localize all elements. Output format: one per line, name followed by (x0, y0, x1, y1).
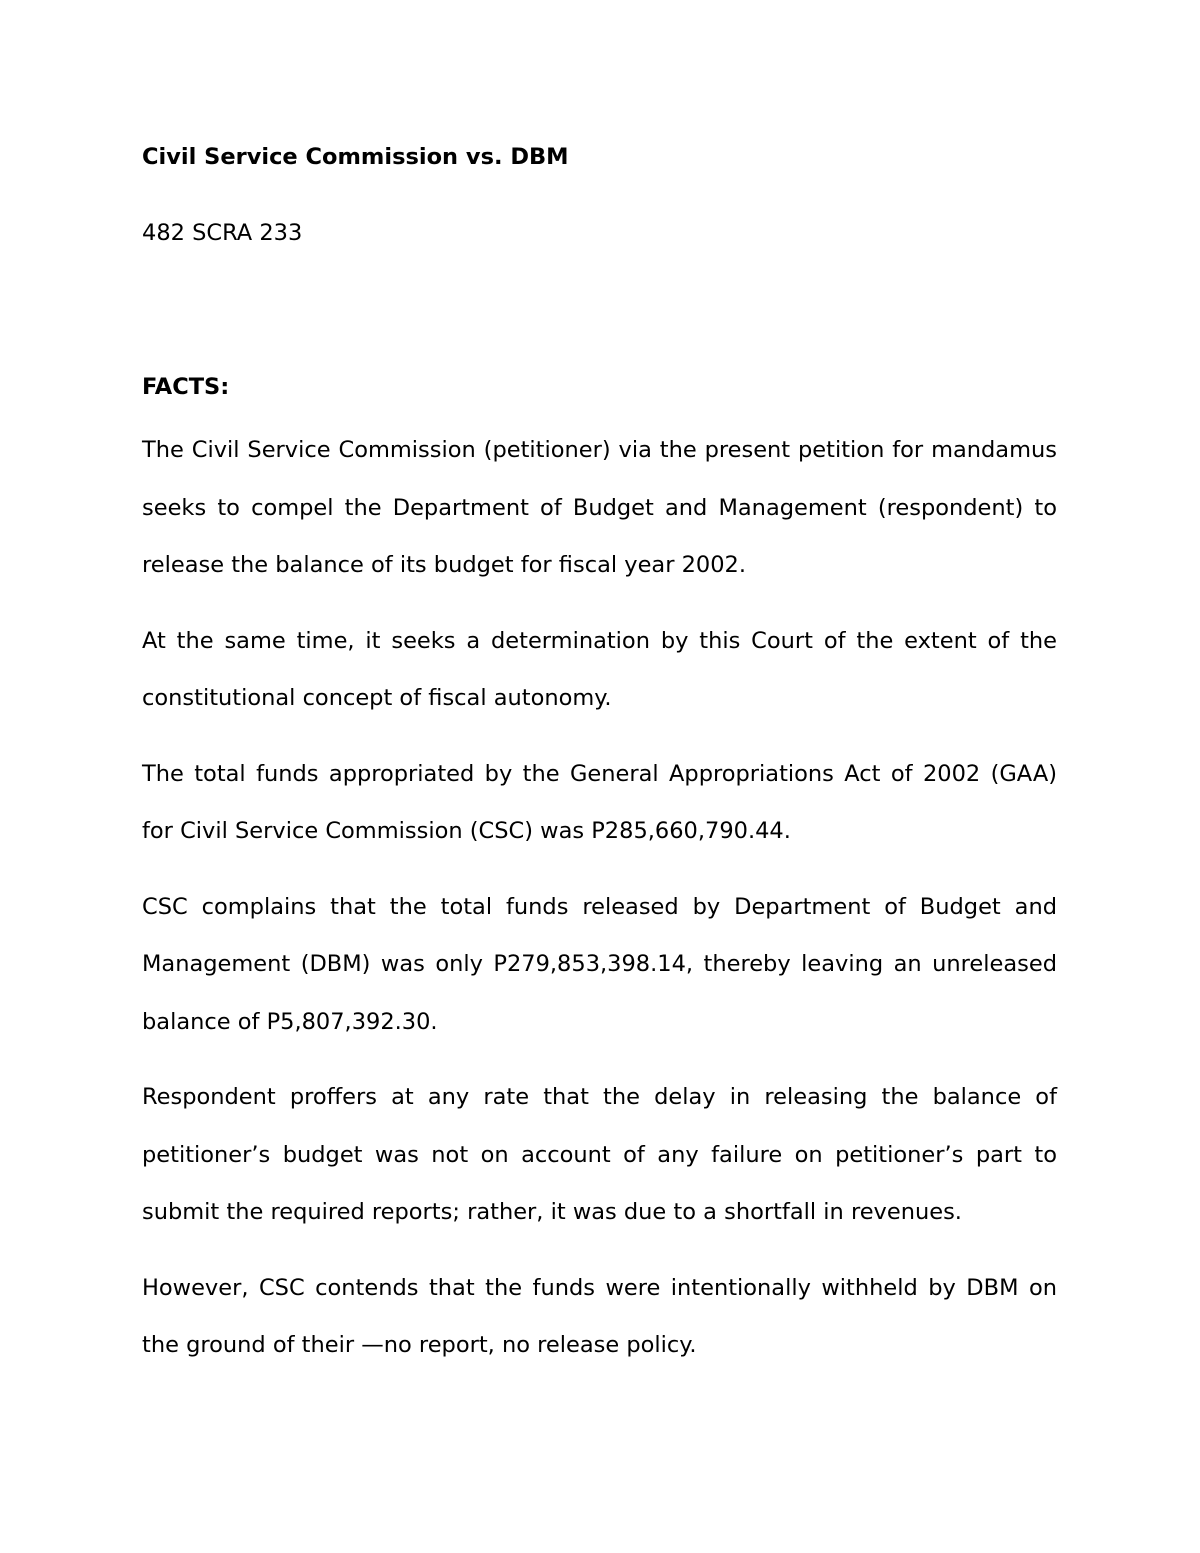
document-body (142, 140, 1057, 1375)
facts-paragraph: However, CSC contends that the funds were intentionally withheld by DBM on the ground of their —no report, no release policy. (142, 1274, 1057, 1358)
facts-paragraph: The Civil Service Commission (petitioner) via the present petition for mandamus seeks to compel the Department of Budget and Management (respondent) to release the balance of its budget for fiscal year 2002. (142, 437, 1057, 578)
facts-paragraph: Respondent proffers at any rate that the delay in releasing the balance of petitioner’s budget was not on account of any failure on petitioner’s part to submit the required reports; rather, it was due to a shortfall in revenues. (142, 1084, 1057, 1225)
facts-paragraph: The total funds appropriated by the General Appropriations Act of 2002 (GAA) for Civil Service Commission (CSC) was P285,660,790.44. (142, 760, 1057, 844)
facts-heading: FACTS: (142, 374, 230, 400)
facts-paragraph: CSC complains that the total funds released by Department of Budget and Management (DBM) was only P279,853,398.14, thereby leaving an unreleased balance of P5,807,392.30. (142, 893, 1057, 1035)
facts-paragraph: At the same time, it seeks a determination by this Court of the extent of the constitutional concept of fiscal autonomy. (142, 627, 1057, 711)
case-citation: 482 SCRA 233 (142, 220, 303, 246)
case-title: Civil Service Commission vs. DBM (142, 144, 569, 170)
